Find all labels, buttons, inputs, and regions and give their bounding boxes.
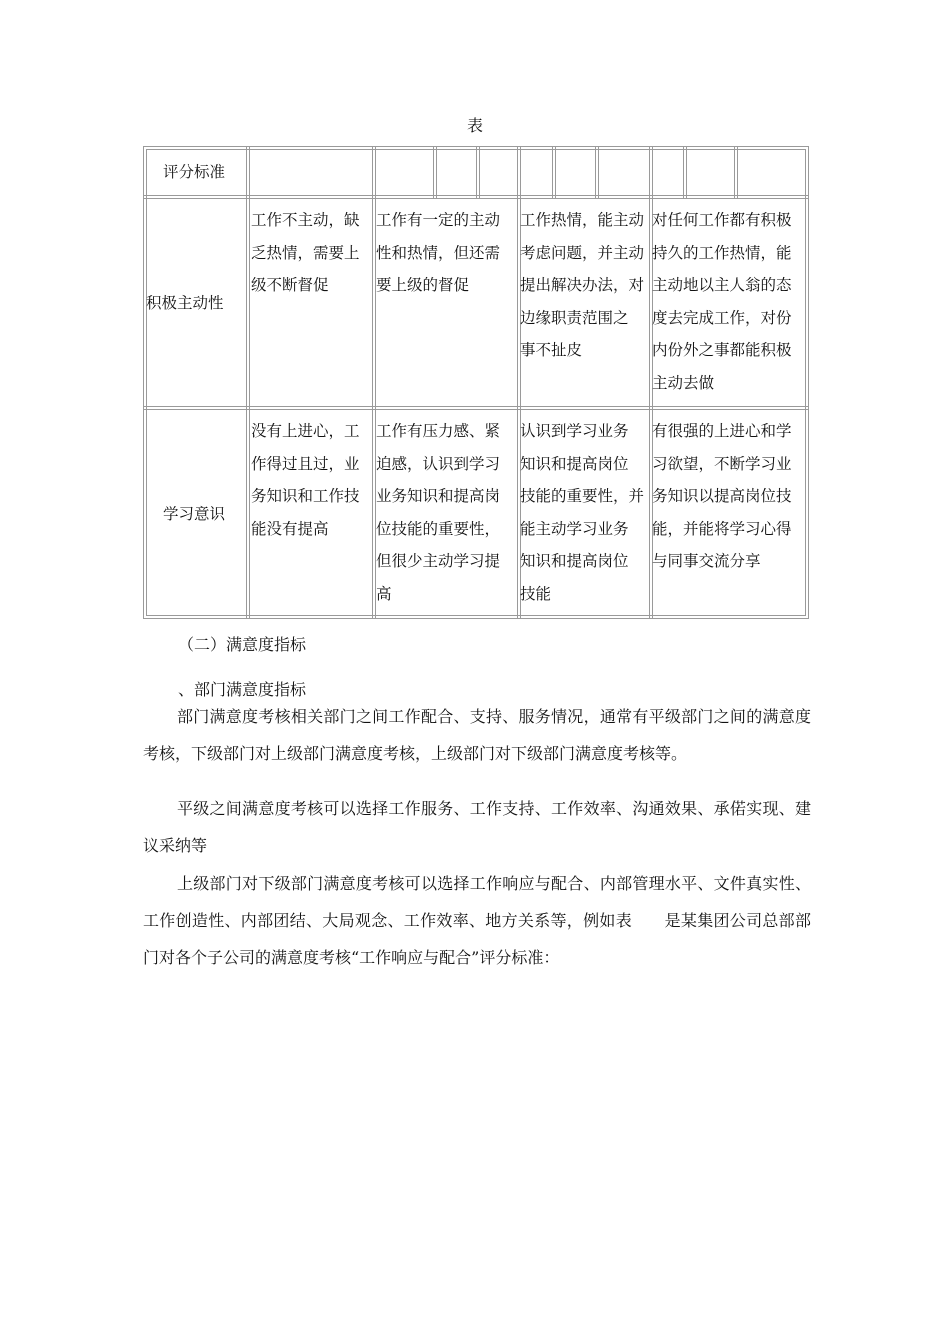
paragraph-1: 部门满意度考核相关部门之间工作配合、支持、服务情况，通常有平级部门之间的满意度考核，下级部门对上级部门满意度考核，上级部门对下级部门满意度考核等。 [143,707,811,763]
paragraph-3: 上级部门对下级部门满意度考核可以选择工作响应与配合、内部管理水平、文件真实性、工作创造性、内部团结、大局观念、工作效率、地方关系等，例如表 是某集团公司总部部门对各个子公司的满意度考核“工作响应与配合”评分标准： [143,874,811,967]
sub-heading: 、部门满意度指标 [178,680,307,699]
row-initiative-level-1: 工作不主动，缺 乏热情，需要上 级不断督促 [251,211,360,295]
section-heading: （二）满意度指标 [178,635,307,654]
paragraph-2: 平级之间满意度考核可以选择工作服务、工作支持、工作效率、沟通效果、承偌实现、建议采纳等 [143,799,811,855]
row-learning-level-2: 工作有压力感、紧 迫感，认识到学习 业务知识和提高岗 位技能的重要性， 但很少主动学习提 高 [376,422,501,603]
header-label: 评分标准 [163,163,226,181]
scoring-standard-table [143,146,809,619]
row-learning-level-4: 有很强的上进心和学 习欲望，不断学习业 务知识以提高岗位技 能，并能将学习心得 与同事交流分享 [652,422,792,571]
row-initiative-level-2: 工作有一定的主动 性和热情，但还需 要上级的督促 [376,211,501,295]
row-learning-level-1: 没有上进心，工 作得过且过，业 务知识和工作技 能没有提高 [251,422,360,538]
row-label-learning: 学习意识 [163,505,226,523]
row-learning-level-3: 认识到学习业务 知识和提高岗位 技能的重要性，并 能主动学习业务 知识和提高岗位 技能 [520,422,645,603]
row-initiative-level-4: 对任何工作都有积极 持久的工作热情，能 主动地以主人翁的态 度去完成工作，对份 内份外之事都能积极 主动去做 [652,211,792,392]
row-initiative-level-3: 工作热情，能主动 考虑问题，并主动 提出解决办法，对 边缘职责范围之 事不扯皮 [520,211,645,360]
row-label-initiative: 积极主动性 [146,294,224,312]
table-caption: 表 [466,116,483,135]
